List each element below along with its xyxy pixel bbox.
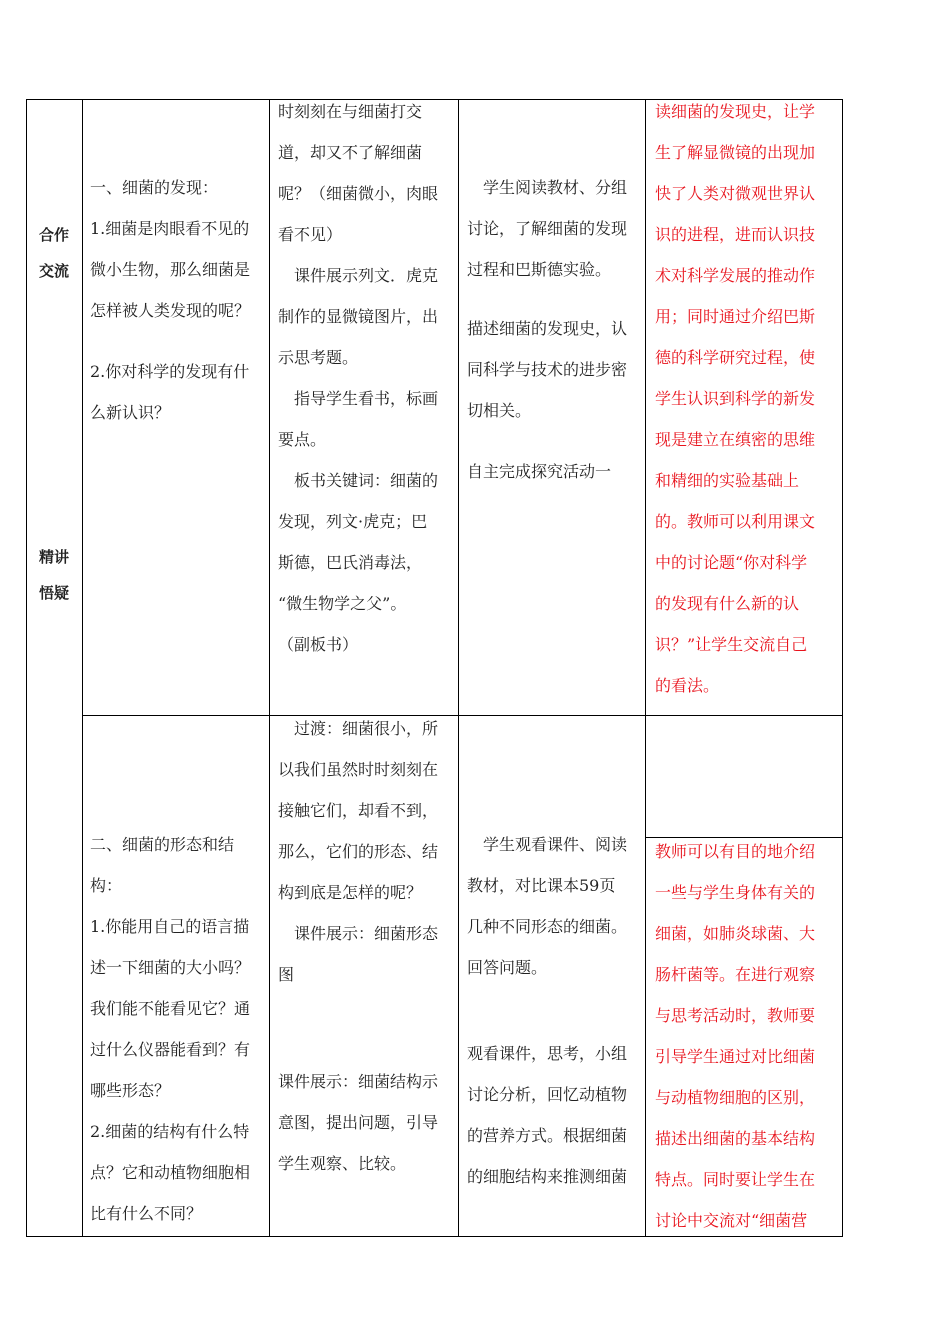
text-line: 要点。 — [278, 430, 327, 449]
text-line: 构到底是怎样的呢？ — [278, 883, 423, 902]
text-line: 德的科学研究过程，使 — [655, 348, 816, 367]
text-line: 怎样被人类发现的呢？ — [90, 301, 251, 320]
text-line: 比有什么不同？ — [90, 1204, 203, 1223]
column-divider-3 — [458, 99, 459, 1237]
text-line: （副板书） — [278, 635, 359, 654]
side-label-line: 悟疑 — [38, 584, 69, 602]
text-line: 讨论分析，回忆动植物 — [467, 1085, 628, 1104]
text-line: 教材，对比课本59页 — [467, 876, 616, 895]
text-line: 特点。同时要让学生在 — [655, 1170, 816, 1189]
text-line: 哪些形态？ — [90, 1081, 171, 1100]
text-line: 细菌，如肺炎球菌、大 — [655, 924, 816, 943]
text-line: 的细胞结构来推测细菌 — [467, 1167, 628, 1186]
text-line: 过程和巴斯德实验。 — [467, 260, 612, 279]
column-divider-4 — [645, 99, 646, 1237]
text-line: 讨论，了解细菌的发现 — [467, 219, 628, 238]
row1-student-cell — [467, 167, 642, 492]
lesson-table — [26, 99, 843, 1237]
text-line: 教师可以有目的地介绍 — [655, 842, 816, 861]
text-line: 道，却又不了解细菌 — [278, 143, 423, 162]
text-line: 引导学生通过对比细菌 — [655, 1047, 816, 1066]
text-line: 识的进程，进而认识技 — [655, 225, 816, 244]
table-border-right — [842, 99, 843, 1237]
text-line: 的。教师可以利用课文 — [655, 512, 816, 531]
text-line: 一、细菌的发现： — [90, 178, 219, 197]
row1-intent-cell — [655, 91, 837, 706]
text-line: 和精细的实验基础上 — [655, 471, 800, 490]
text-line — [467, 431, 642, 451]
text-line: 二、细菌的形态和结 — [90, 835, 235, 854]
text-line: 回答问题。 — [467, 958, 548, 977]
text-line: 点？它和动植物细胞相 — [90, 1163, 251, 1182]
text-line: 读细菌的发现史，让学 — [655, 102, 816, 121]
text-line: 看不见） — [278, 225, 343, 244]
text-line: 观看课件，思考，小组 — [467, 1044, 628, 1063]
text-line: 现是建立在缜密的思维 — [655, 430, 816, 449]
text-line: 以我们虽然时时刻刻在 — [278, 760, 439, 779]
text-line: 发现，列文·虎克；巴 — [278, 512, 428, 531]
text-line: 切相关。 — [467, 401, 532, 420]
row2-content-cell — [90, 824, 265, 1234]
text-line: 生了解显微镜的出现加 — [655, 143, 816, 162]
row1-content-cell — [90, 167, 265, 433]
text-line: 构： — [90, 876, 123, 895]
text-line: 学生观看课件、阅读 — [467, 835, 628, 854]
text-line: 我们能不能看见它？通 — [90, 999, 251, 1018]
row2-teacher-cell-b — [278, 1061, 453, 1184]
side-label-line: 精讲 — [38, 548, 69, 566]
side-label-cooperation — [26, 217, 82, 289]
row2-student-cell — [467, 824, 642, 988]
text-line: 微小生物，那么细菌是 — [90, 260, 251, 279]
text-line: 术对科学发展的推动作 — [655, 266, 816, 285]
text-line: 图 — [278, 965, 295, 984]
text-line: 中的讨论题“你对科学 — [655, 553, 808, 572]
text-line: 学生观察、比较。 — [278, 1154, 407, 1173]
text-line: 快了人类对微观世界认 — [655, 184, 816, 203]
text-line: 的营养方式。根据细菌 — [467, 1126, 628, 1145]
text-line: 的看法。 — [655, 676, 720, 695]
text-line: 板书关键词：细菌的 — [278, 471, 439, 490]
text-line: 过渡：细菌很小，所 — [278, 719, 439, 738]
text-line — [90, 331, 265, 351]
column-divider-1 — [82, 99, 83, 1237]
text-line: 与动植物细胞的区别， — [655, 1088, 816, 1107]
text-line: 学生阅读教材、分组 — [467, 178, 628, 197]
text-line: 2.你对科学的发现有什 — [90, 362, 250, 381]
text-line: 的发现有什么新的认 — [655, 594, 800, 613]
side-label-lecture — [26, 539, 82, 611]
text-line: 2.细菌的结构有什么特 — [90, 1122, 250, 1141]
row2-student-cell-b — [467, 1033, 642, 1197]
row1-teacher-cell — [278, 91, 453, 665]
text-line: 课件展示：细菌形态 — [278, 924, 439, 943]
text-line: 几种不同形态的细菌。 — [467, 917, 628, 936]
text-line: “微生物学之父”。 — [278, 594, 407, 613]
text-line: 意图，提出问题，引导 — [278, 1113, 439, 1132]
side-label-line: 交流 — [38, 262, 69, 280]
text-line: 学生认识到科学的新发 — [655, 389, 816, 408]
text-line: 呢？（细菌微小，肉眼 — [278, 184, 439, 203]
text-line: 与思考活动时，教师要 — [655, 1006, 816, 1025]
text-line: 课件展示列文．虎克 — [278, 266, 439, 285]
row-divider — [82, 715, 843, 716]
text-line: 识？”让学生交流自己 — [655, 635, 808, 654]
text-line: 那么，它们的形态、结 — [278, 842, 439, 861]
column-divider-2 — [269, 99, 270, 1237]
text-line: 自主完成探究活动一 — [467, 462, 612, 481]
text-line: 制作的显微镜图片，出 — [278, 307, 439, 326]
text-line: 一些与学生身体有关的 — [655, 883, 816, 902]
text-line: 时刻刻在与细菌打交 — [278, 102, 423, 121]
text-line: 讨论中交流对“细菌营 — [655, 1211, 808, 1230]
text-line: 1.细菌是肉眼看不见的 — [90, 219, 250, 238]
text-line — [467, 290, 642, 308]
text-line: 用；同时通过介绍巴斯 — [655, 307, 816, 326]
text-line: 课件展示：细菌结构示 — [278, 1072, 439, 1091]
row2-teacher-cell — [278, 708, 453, 995]
text-line: 描述细菌的发现史，认 — [467, 319, 628, 338]
text-line: 指导学生看书，标画 — [278, 389, 439, 408]
text-line: 肠杆菌等。在进行观察 — [655, 965, 816, 984]
text-line: 述一下细菌的大小吗？ — [90, 958, 251, 977]
text-line: 过什么仪器能看到？有 — [90, 1040, 251, 1059]
text-line: 接触它们，却看不到， — [278, 801, 439, 820]
text-line: 么新认识？ — [90, 403, 171, 422]
text-line: 描述出细菌的基本结构 — [655, 1129, 816, 1148]
text-line: 同科学与技术的进步密 — [467, 360, 628, 379]
side-label-line: 合作 — [38, 226, 69, 244]
row2-intent-cell — [655, 831, 837, 1241]
text-line: 1.你能用自己的语言描 — [90, 917, 250, 936]
text-line: 示思考题。 — [278, 348, 359, 367]
text-line: 斯德，巴氏消毒法， — [278, 553, 423, 572]
